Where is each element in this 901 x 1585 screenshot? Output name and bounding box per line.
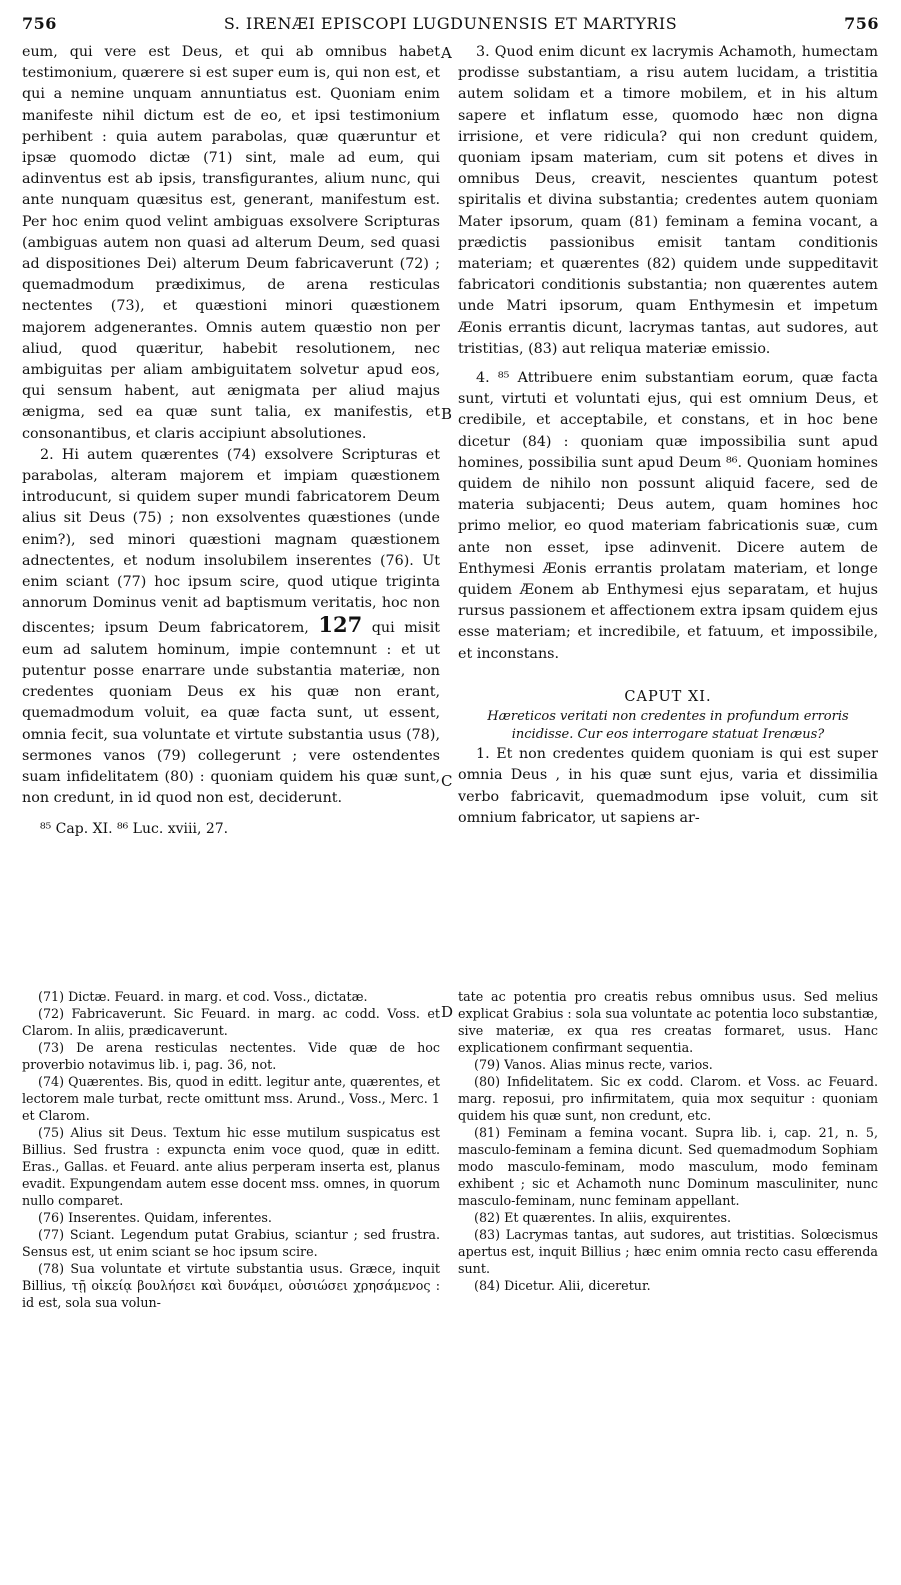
footnote-74: (74) Quærentes. Bis, quod in editt. legitur ante, quærentes, et lectorem male turbat, recte omittunt mss. Arund., Voss., Merc. 1 et Clarom. <box>22 1074 440 1123</box>
chapter-summary: Hæreticos veritati non credentes in profundum erroris incidisse. Cur eos interrogare statuat Irenæus? <box>487 709 849 743</box>
chapter-heading: CAPUT XI. <box>624 688 712 705</box>
paragraph-4: 4. ⁸⁵ Attribuere enim substantiam eorum, quæ facta sunt, virtuti et voluntati ejus, qui est omnium Deus, et credibile, et acceptabile, et constans, et in hoc bene dicetur (84) : quoniam quæ impossibilia sunt apud homines, possibilia sunt apud Deum ⁸⁶. Quoniam homines quidem de nihilo non possunt aliquid facere, sed de materia subjacenti; Deus autem, quam homines hoc primo melior, eo quod materiam fabricationis suæ, cum ante non esset, ipse adinvenit. Dicere autem de Enthymesi Æonis errantis prolatam materiam, et longe quidem Æonem ab Enthymesi ejus separatam, et hujus rursus passionem et affectionem extra ipsam quidem ejus esse materiam; et incredibile, et fatuum, et impossibile, et inconstans. <box>458 370 878 662</box>
footnote-84: (84) Dicetur. Alii, diceretur. <box>474 1278 651 1293</box>
footnote-83: (83) Lacrymas tantas, aut sudores, aut tristitias. Solœcismus apertus est, inquit Billius ; hæc enim omnia recto casu efferenda sunt. <box>458 1227 878 1276</box>
footnote-78-continued: tate ac potentia pro creatis rebus omnibus usus. Sed melius explicat Grabius : sola sua voluntate ac potentia loco substantiæ, sive materiæ, ex qua res creatas formaret, usus. Hanc explicationem confirmant sequentia. <box>458 989 878 1055</box>
right-footnotes <box>458 988 878 1294</box>
footnote-81: (81) Feminam a femina vocant. Supra lib. i, cap. 21, n. 5, masculo-feminam a femina dicunt. Sed quemadmodum Sophiam modo masculo-feminam, modo masculum, modo feminam exhibent ; sic et Achamoth nunc Dominum masculiniter, nunc masculo-feminam, nunc feminam appellant. <box>458 1125 878 1208</box>
footnote-73: (73) De arena resticulas nectentes. Vide quæ de hoc proverbio notavimus lib. i, pag. 36, not. <box>22 1040 440 1072</box>
margin-mark-c: C <box>441 772 453 790</box>
margin-mark-b: B <box>441 405 453 423</box>
right-main-column <box>458 42 878 829</box>
paragraph-2 <box>22 445 440 809</box>
footnote-80: (80) Infidelitatem. Sic ex codd. Clarom. et Voss. ac Feuard. marg. reposui, pro infirmitatem, quia mox sequitur : quoniam quidem his quæ sunt, non credunt, etc. <box>458 1074 878 1123</box>
footnote-78: (78) Sua voluntate et virtute substantia usus. Græce, inquit Billius, τῇ οἰκείᾳ βουλήσει καὶ δυνάμει, οὐσιώσει χρησάμενος : id est, sola sua volun- <box>22 1261 440 1310</box>
footnote-75: (75) Alius sit Deus. Textum hic esse mutilum suspicatus est Billius. Sed frustra : expuncta enim voce quod, quæ in editt. Eras., Gallas. et Feuard. ante alius perperam inserta est, planus evadit. Expungendam autem esse docent mss. omnes, in quorum nullo comparet. <box>22 1125 440 1208</box>
footnote-77: (77) Sciant. Legendum putat Grabius, sciantur ; sed frustra. Sensus est, ut enim sciant se hoc ipsum scire. <box>22 1227 440 1259</box>
paragraph-3: 3. Quod enim dicunt ex lacrymis Achamoth, humectam prodisse substantiam, a risu autem lucidam, a tristitia autem solidam et a timore mobilem, et in his altum sapere et inflatum esse, quomodo hæc non digna irrisione, et vere ridicula? qui non credunt quidem, quoniam ipsam materiam, cum sit potens et dives in omnibus Deus, creavit, nescientes quantum potest spiritalis et divina substantia; credentes autem quoniam Mater ipsorum, quam (81) feminam a femina vocant, a prædictis passionibus emisit tantam conditionis materiam; et quærentes (82) quidem unde suppeditavit fabricatori conditionis substantia; non quærentes autem unde Matri ipsorum, quam Enthymesin et impetum Æonis errantis dicunt, lacrymas tantas, aut sudores, aut tristitias, (83) aut reliqua materiæ emissio. <box>458 44 878 357</box>
running-title: S. IRENÆI EPISCOPI LUGDUNENSIS ET MARTYRIS <box>223 14 678 33</box>
margin-mark-d: D <box>441 1003 454 1021</box>
footnote-76: (76) Inserentes. Quidam, inferentes. <box>38 1210 272 1225</box>
left-main-column <box>22 42 440 841</box>
paragraph-2-text: 2. Hi autem quærentes (74) exsolvere Scripturas et parabolas, alteram majorem et impiam quæstionem introducunt, si quidem super mundi fabricatorem Deum alius sit Deus (75) ; non exsolventes quæstiones (unde enim?), sed minori quæstioni magnam quæstionem adnectentes, et nodum insolubilem inserentes (76). Ut enim sciant (77) hoc ipsum scire, quod utique triginta annorum Dominus venit ad baptismum veritatis, hoc non discentes; ipsum Deum fabricatorem, <box>22 446 440 637</box>
paragraph-1: eum, qui vere est Deus, et qui ab omnibus habet testimonium, quærere si est super eum is, qui non est, et qui a nemine unquam annuntiatus est. Quoniam enim manifeste nihil dictum est de eo, et ipsi testimonium perhibent : quia autem parabolas, quæ quæruntur et ipsæ quomodo dictæ (71) sint, male ad eum, qui adinventus est ab ipsis, transfigurantes, alium nunc, qui ante nunquam quæsitus est, generant, manifestum est. Per hoc enim quod velint ambiguas exsolvere Scripturas (ambiguas autem non quasi ad alterum Deum, sed quasi ad dispositiones Dei) alterum Deum fabricaverunt (72) ; quemadmodum prædiximus, de arena resticulas nectentes (73), et quæstioni minori quæstionem majorem adgenerantes. Omnis autem quæstio non per aliud, quod quæritur, habebit resolutionem, nec ambiguitas per aliam ambiguitatem solvetur apud eos, qui sensum habent, aut ænigmata per aliud majus ænigma, sed ea quæ sunt talia, ex manifestis, et consonantibus, et claris accipiunt absolutiones. <box>22 44 440 442</box>
footnote-79: (79) Vanos. Alias minus recte, varios. <box>474 1057 713 1072</box>
column-number: 127 <box>318 612 363 638</box>
footnote-71: (71) Dictæ. Feuard. in marg. et cod. Voss., dictatæ. <box>38 989 368 1004</box>
footnote-72: (72) Fabricaverunt. Sic Feuard. in marg. ac codd. Voss. et Clarom. In aliis, prædicaverunt. <box>22 1006 440 1038</box>
left-footnotes <box>22 988 440 1311</box>
paragraph-2-continued: qui misit eum ad salutem hominum, impie contemnunt : et ut putentur posse enarrare unde substantia materiæ, non credentes quoniam Deus ex his quæ non erant, quemadmodum voluit, ea quæ facta sunt, ut essent, omnia fecit, sua voluntate et virtute substantia usus (78), sermones vanos (79) collegerunt ; vere ostendentes suam infidelitatem (80) : quoniam quidem his quæ sunt, non credunt, in id quod non est, deciderunt. <box>22 620 441 807</box>
page-number-right: 756 <box>844 14 879 33</box>
running-header <box>22 14 879 38</box>
page-number-left: 756 <box>22 14 57 33</box>
footnote-82: (82) Et quærentes. In aliis, exquirentes. <box>474 1210 732 1225</box>
scripture-references: ⁸⁵ Cap. XI. ⁸⁶ Luc. xviii, 27. <box>40 821 229 838</box>
margin-mark-a: A <box>441 44 452 62</box>
chapter-paragraph-1: 1. Et non credentes quidem quoniam is qui est super omnia Deus , in his quæ sunt ejus, varia et dissimilia verbo fabricavit, quemadmodum ipse voluit, cum sit omnium fabricator, ut sapiens ar- <box>458 746 878 826</box>
